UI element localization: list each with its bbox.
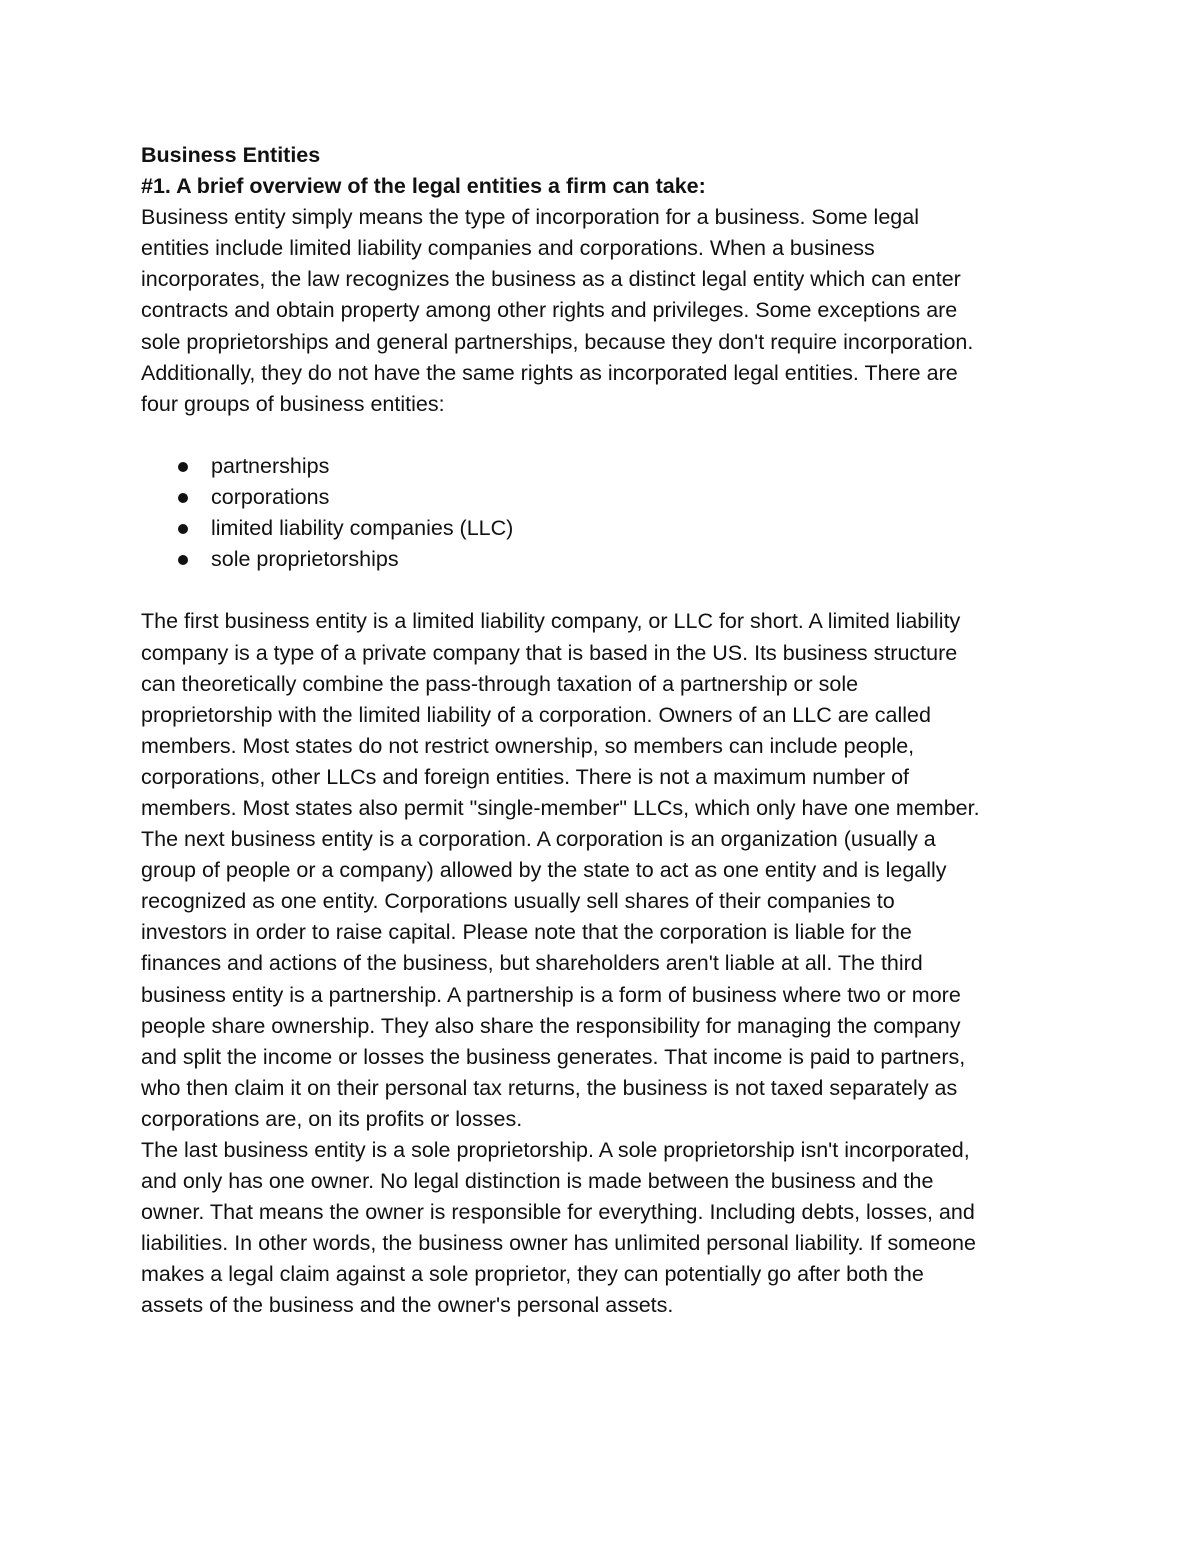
list-item-label: sole proprietorships xyxy=(211,547,399,572)
paragraph-line: members. Most states also permit "single-member" LLCs, which only have one member. xyxy=(141,795,980,820)
bullet-icon xyxy=(178,524,188,534)
entity-list xyxy=(141,451,1061,575)
list-item xyxy=(175,513,1061,544)
blank-line xyxy=(141,575,1061,606)
document-title: Business Entities xyxy=(141,143,321,167)
list-item xyxy=(175,482,1061,513)
paragraph-line: entities include limited liability companies and corporations. When a business xyxy=(141,236,875,261)
paragraph-line: corporations, other LLCs and foreign entities. There is not a maximum number of xyxy=(141,764,910,789)
intro-paragraph xyxy=(141,202,1061,420)
paragraph-line: The next business entity is a corporation. A corporation is an organization (usually a xyxy=(141,827,936,852)
paragraph-line: contracts and obtain property among other rights and privileges. Some exceptions are xyxy=(141,298,958,323)
blank-line xyxy=(141,420,1061,451)
paragraph-line: sole proprietorships and general partnerships, because they don't require incorporation. xyxy=(141,329,974,354)
paragraph-line: four groups of business entities: xyxy=(141,391,445,416)
paragraph-line: investors in order to raise capital. Please note that the corporation is liable for the xyxy=(141,920,912,945)
paragraph-line: finances and actions of the business, but shareholders aren't liable at all. The third xyxy=(141,951,923,976)
paragraph-line: incorporates, the law recognizes the business as a distinct legal entity which can enter xyxy=(141,267,961,292)
paragraph-line: who then claim it on their personal tax returns, the business is not taxed separately as xyxy=(141,1075,958,1100)
bullet-icon xyxy=(178,462,188,472)
paragraph-line: makes a legal claim against a sole proprietor, they can potentially go after both the xyxy=(141,1262,924,1287)
paragraph-line: proprietorship with the limited liability of a corporation. Owners of an LLC are called xyxy=(141,702,931,727)
list-item-label: partnerships xyxy=(211,453,330,478)
paragraph-line: Business entity simply means the type of incorporation for a business. Some legal xyxy=(141,205,919,230)
paragraph-line: liabilities. In other words, the business owner has unlimited personal liability. If someone xyxy=(141,1231,976,1256)
paragraph-line: The first business entity is a limited liability company, or LLC for short. A limited liability xyxy=(141,609,961,634)
list-item xyxy=(175,544,1061,575)
paragraph-line: corporations are, on its profits or losses. xyxy=(141,1106,523,1131)
paragraph-line: business entity is a partnership. A partnership is a form of business where two or more xyxy=(141,982,961,1007)
body-paragraph xyxy=(141,606,1061,1135)
closing-paragraph xyxy=(141,1135,1061,1322)
paragraph-line: people share ownership. They also share the responsibility for managing the company xyxy=(141,1013,961,1038)
document-page xyxy=(141,140,1061,1322)
paragraph-line: assets of the business and the owner's personal assets. xyxy=(141,1293,674,1318)
paragraph-line: members. Most states do not restrict ownership, so members can include people, xyxy=(141,733,915,758)
paragraph-line: owner. That means the owner is responsible for everything. Including debts, losses, and xyxy=(141,1200,975,1225)
list-item xyxy=(175,451,1061,482)
list-item-label: limited liability companies (LLC) xyxy=(211,516,514,541)
list-item-label: corporations xyxy=(211,485,330,510)
section-heading: #1. A brief overview of the legal entities a firm can take: xyxy=(141,174,706,199)
paragraph-line: Additionally, they do not have the same rights as incorporated legal entities. There are xyxy=(141,360,958,385)
paragraph-line: company is a type of a private company that is based in the US. Its business structure xyxy=(141,640,958,665)
paragraph-line: can theoretically combine the pass-through taxation of a partnership or sole xyxy=(141,671,859,696)
paragraph-line: The last business entity is a sole proprietorship. A sole proprietorship isn't incorporated, xyxy=(141,1138,970,1162)
paragraph-line: group of people or a company) allowed by the state to act as one entity and is legally xyxy=(141,858,947,883)
paragraph-line: and split the income or losses the business generates. That income is paid to partners, xyxy=(141,1044,966,1069)
paragraph-line: and only has one owner. No legal distinction is made between the business and the xyxy=(141,1169,934,1194)
paragraph-line: recognized as one entity. Corporations usually sell shares of their companies to xyxy=(141,889,895,914)
bullet-icon xyxy=(178,555,188,565)
bullet-icon xyxy=(178,493,188,503)
